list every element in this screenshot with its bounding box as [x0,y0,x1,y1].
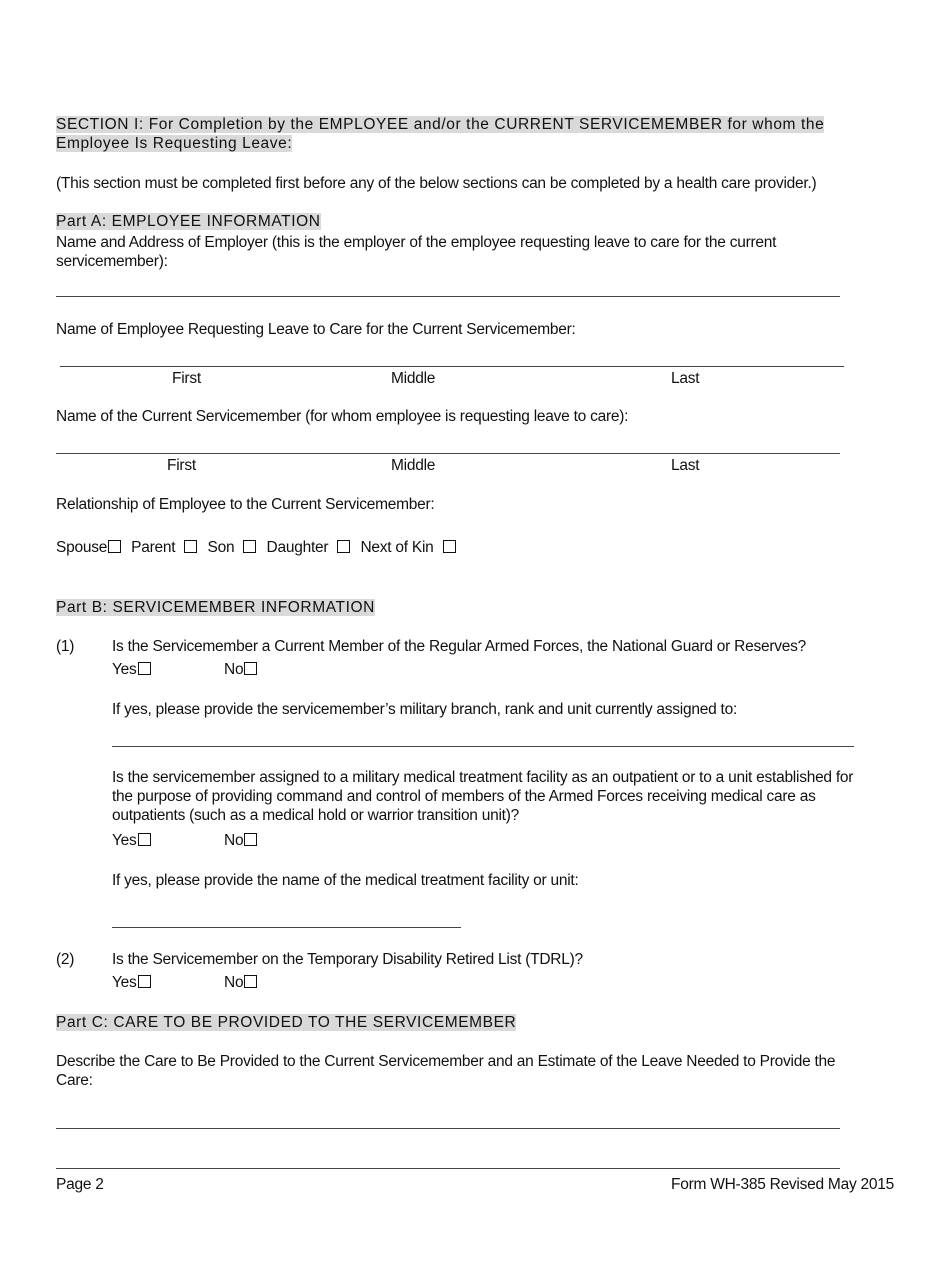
spouse-checkbox[interactable] [108,540,121,553]
q2-no-checkbox[interactable] [244,975,257,988]
q1b-no-label: No [224,832,244,849]
form-revision: Form WH-385 Revised May 2015 [671,1176,894,1193]
care-description-line2: Care: [56,1072,93,1089]
q1b-followup: If yes, please provide the name of the medical treatment facility or unit: [112,872,579,889]
care-description-field-1[interactable] [56,1128,840,1129]
servicemember-first-label: First [167,457,196,474]
q1-no-label: No [224,661,244,678]
servicemember-name-label: Name of the Current Servicemember (for whom employee is requesting leave to care): [56,408,629,425]
part-b-heading [56,598,375,617]
page-number: Page 2 [56,1176,104,1193]
part-c-heading [56,1013,516,1032]
q1-text: Is the Servicemember a Current Member of the Regular Armed Forces, the National Guard or Reserves? [112,638,806,655]
part-a-heading-text: Part A: EMPLOYEE INFORMATION [56,213,321,230]
relationship-options [56,538,456,557]
option-son-label: Son [207,539,235,556]
next-of-kin-checkbox[interactable] [443,540,456,553]
q1-no [224,660,257,679]
q2-text: Is the Servicemember on the Temporary Disability Retired List (TDRL)? [112,951,583,968]
option-spouse-label: Spouse [56,539,108,556]
q1b-yes [112,831,151,850]
parent-checkbox[interactable] [184,540,197,553]
q1b-line2: the purpose of providing command and control of members of the Armed Forces receiving medical care as [112,788,816,805]
q2-number: (2) [56,951,75,968]
employer-label-line2: servicemember): [56,253,168,270]
q1b-no [224,831,257,850]
employee-middle-label: Middle [391,370,436,387]
q1b-yes-label: Yes [112,832,137,849]
q1b-yes-checkbox[interactable] [138,833,151,846]
care-description-line1: Describe the Care to Be Provided to the Current Servicemember and an Estimate of the Leave Needed to Provide the [56,1053,836,1070]
employee-name-label: Name of Employee Requesting Leave to Care for the Current Servicemember: [56,321,576,338]
servicemember-last-label: Last [671,457,700,474]
section-heading [56,115,824,153]
part-b-heading-text: Part B: SERVICEMEMBER INFORMATION [56,599,375,616]
q1b-line1: Is the servicemember assigned to a military medical treatment facility as an outpatient or to a unit established for [112,769,854,786]
q1-followup: If yes, please provide the servicemember’s military branch, rank and unit currently assigned to: [112,701,738,718]
employee-name-field[interactable] [60,366,844,367]
employer-label-line1: Name and Address of Employer (this is the employer of the employee requesting leave to care for the current [56,234,777,251]
q2-yes [112,973,151,992]
q1-no-checkbox[interactable] [244,662,257,675]
q2-no-label: No [224,974,244,991]
care-description-field-2[interactable] [56,1168,840,1169]
q1b-text [112,768,853,825]
son-checkbox[interactable] [243,540,256,553]
option-parent-label: Parent [131,539,176,556]
employee-last-label: Last [671,370,700,387]
servicemember-middle-label: Middle [391,457,436,474]
daughter-checkbox[interactable] [337,540,350,553]
part-c-heading-text: Part C: CARE TO BE PROVIDED TO THE SERVICEMEMBER [56,1014,517,1031]
option-daughter-label: Daughter [266,539,329,556]
employee-first-label: First [172,370,201,387]
section-heading-line1: SECTION I: For Completion by the EMPLOYEE and/or the CURRENT SERVICEMEMBER for whom the [56,116,825,133]
q1b-line3: outpatients (such as a medical hold or warrior transition unit)? [112,807,520,824]
q1-number: (1) [56,638,75,655]
employer-label [56,233,776,271]
employer-field[interactable] [56,296,840,297]
q2-no [224,973,257,992]
care-description-label [56,1052,835,1090]
q2-yes-checkbox[interactable] [138,975,151,988]
q2-yes-label: Yes [112,974,137,991]
section-note: (This section must be completed first before any of the below sections can be completed by a health care provider.) [56,175,817,192]
q1-yes [112,660,151,679]
military-branch-field[interactable] [112,746,854,747]
section-heading-line2: Employee Is Requesting Leave: [56,135,293,152]
option-next-of-kin-label: Next of Kin [360,539,434,556]
relationship-label: Relationship of Employee to the Current Servicemember: [56,496,435,513]
servicemember-name-field[interactable] [56,453,840,454]
q1-yes-label: Yes [112,661,137,678]
q1-yes-checkbox[interactable] [138,662,151,675]
part-a-heading [56,212,321,231]
treatment-facility-field[interactable] [112,927,461,928]
q1b-no-checkbox[interactable] [244,833,257,846]
